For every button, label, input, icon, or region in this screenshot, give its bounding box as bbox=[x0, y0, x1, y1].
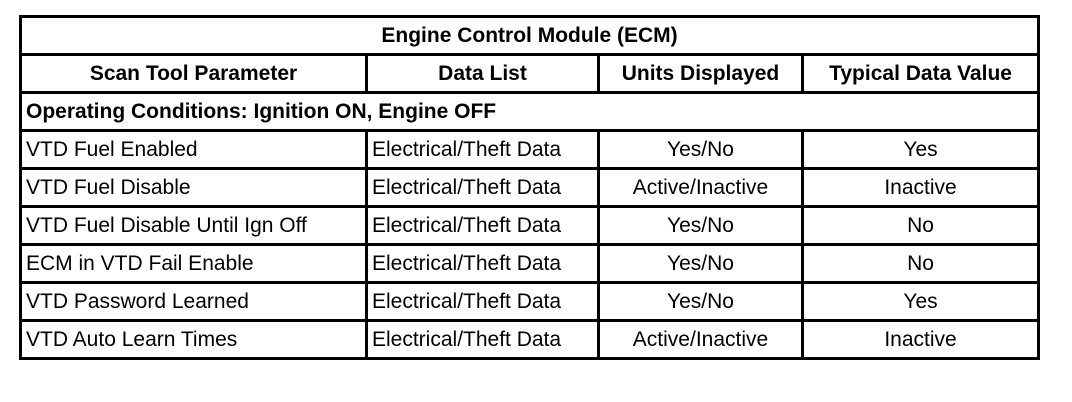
data-list-cell: Electrical/Theft Data bbox=[367, 207, 599, 245]
typical-value-cell: No bbox=[803, 207, 1039, 245]
parameter-cell: VTD Fuel Disable bbox=[21, 169, 367, 207]
typical-value-cell: Yes bbox=[803, 283, 1039, 321]
data-list-cell: Electrical/Theft Data bbox=[367, 321, 599, 359]
data-list-cell: Electrical/Theft Data bbox=[367, 131, 599, 169]
typical-value-cell: Inactive bbox=[803, 169, 1039, 207]
units-cell: Yes/No bbox=[599, 245, 803, 283]
typical-value-cell: Inactive bbox=[803, 321, 1039, 359]
table-row bbox=[21, 321, 1039, 359]
units-cell: Yes/No bbox=[599, 131, 803, 169]
parameter-cell: ECM in VTD Fail Enable bbox=[21, 245, 367, 283]
parameter-cell: VTD Fuel Disable Until Ign Off bbox=[21, 207, 367, 245]
header-data-list: Data List bbox=[367, 55, 599, 93]
typical-value-cell: Yes bbox=[803, 131, 1039, 169]
header-typical-data-value: Typical Data Value bbox=[803, 55, 1039, 93]
data-list-cell: Electrical/Theft Data bbox=[367, 283, 599, 321]
units-cell: Active/Inactive bbox=[599, 169, 803, 207]
table-title: Engine Control Module (ECM) bbox=[21, 17, 1039, 55]
parameter-cell: VTD Fuel Enabled bbox=[21, 131, 367, 169]
ecm-data-table bbox=[19, 15, 1040, 360]
parameter-cell: VTD Password Learned bbox=[21, 283, 367, 321]
section-row bbox=[21, 93, 1039, 131]
table-row bbox=[21, 207, 1039, 245]
data-list-cell: Electrical/Theft Data bbox=[367, 169, 599, 207]
table-row bbox=[21, 131, 1039, 169]
table-body bbox=[21, 17, 1039, 359]
parameter-cell: VTD Auto Learn Times bbox=[21, 321, 367, 359]
units-cell: Active/Inactive bbox=[599, 321, 803, 359]
header-units-displayed: Units Displayed bbox=[599, 55, 803, 93]
header-row bbox=[21, 55, 1039, 93]
table-row bbox=[21, 169, 1039, 207]
data-list-cell: Electrical/Theft Data bbox=[367, 245, 599, 283]
header-scan-tool-parameter: Scan Tool Parameter bbox=[21, 55, 367, 93]
typical-value-cell: No bbox=[803, 245, 1039, 283]
units-cell: Yes/No bbox=[599, 207, 803, 245]
units-cell: Yes/No bbox=[599, 283, 803, 321]
title-row bbox=[21, 17, 1039, 55]
table-row bbox=[21, 245, 1039, 283]
table-row bbox=[21, 283, 1039, 321]
operating-conditions: Operating Conditions: Ignition ON, Engine OFF bbox=[21, 93, 1039, 131]
